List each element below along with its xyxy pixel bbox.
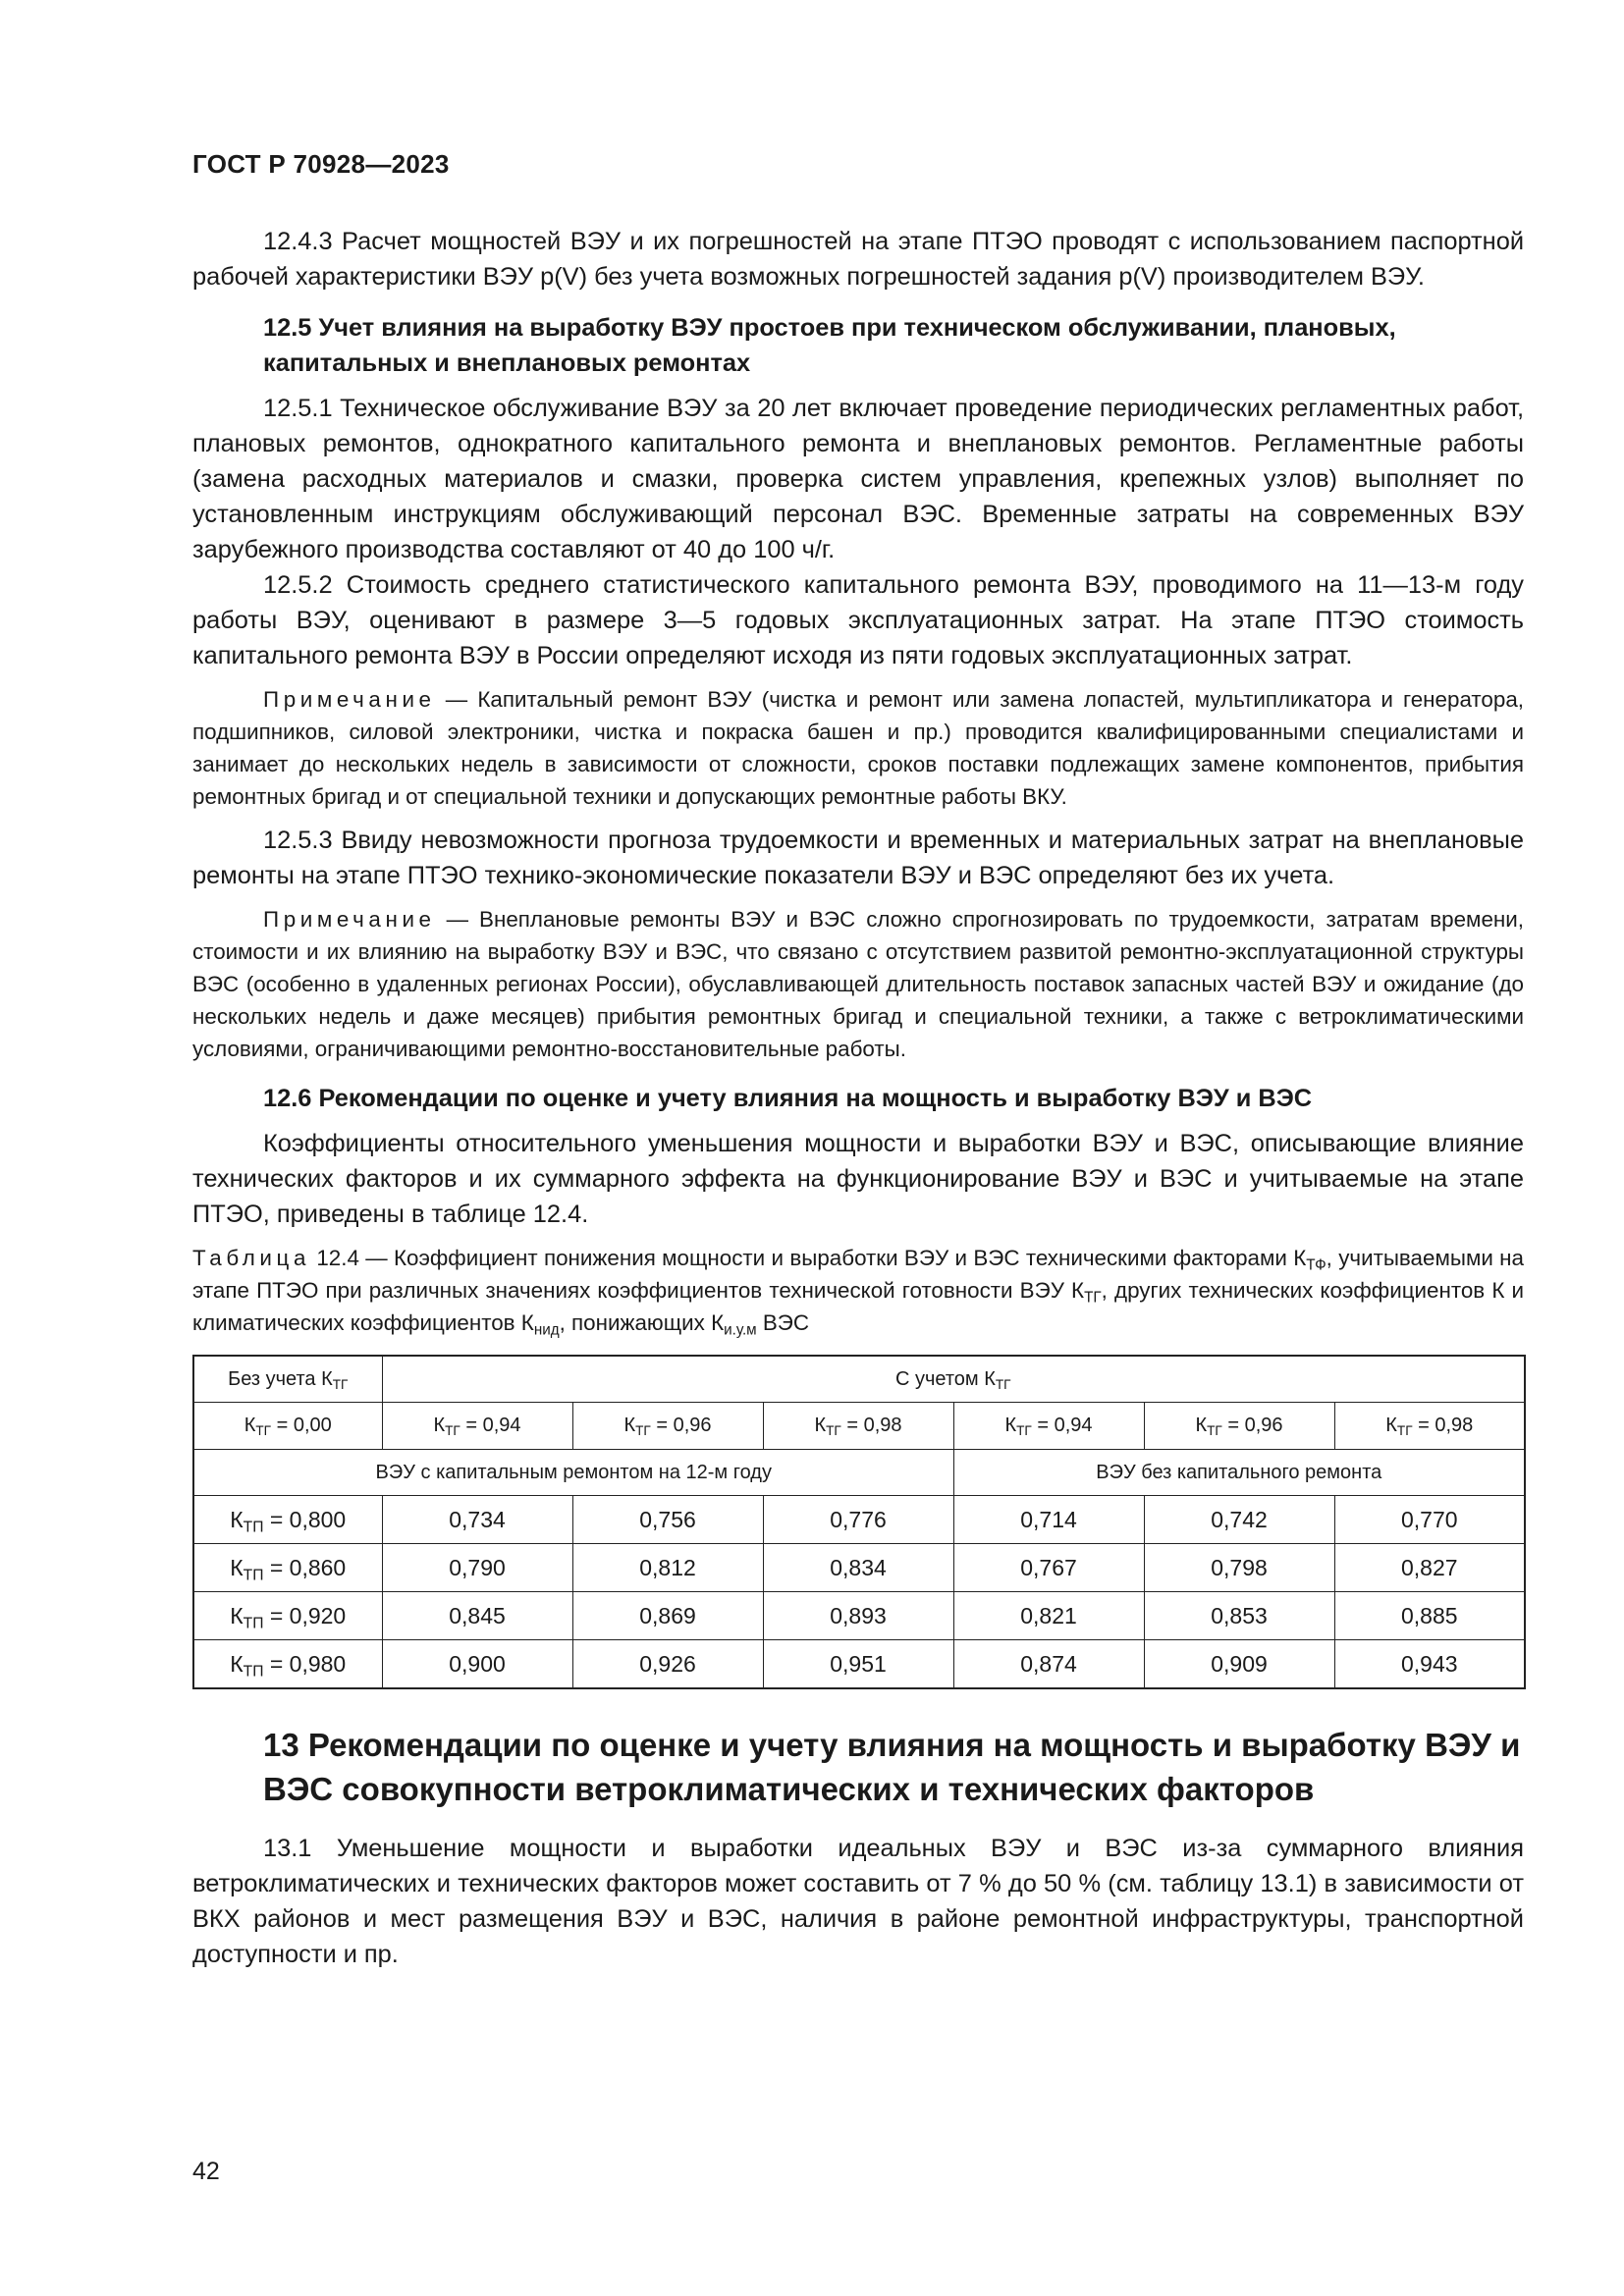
value-cell: 0,909 <box>1144 1640 1334 1689</box>
note-2 <box>192 903 1524 1065</box>
note-label: Примечание <box>263 687 436 712</box>
value-cell: 0,790 <box>382 1544 572 1592</box>
group-cell-without-repair: ВЭУ без капитального ремонта <box>953 1450 1525 1496</box>
coefficients-table <box>192 1355 1526 1689</box>
ktp-cell: $К_{ТП} = 0,980$ <box>193 1640 382 1689</box>
ktp-cell: $К_{ТП} = 0,920$ <box>193 1592 382 1640</box>
value-cell: 0,951 <box>763 1640 953 1689</box>
value-cell: 0,893 <box>763 1592 953 1640</box>
section-heading-12-5: 12.5 Учет влияния на выработку ВЭУ простоев при техническом обслуживании, плановых, капитальных и внеплановых ремонтах <box>263 314 1396 377</box>
value-cell: 0,767 <box>953 1544 1144 1592</box>
value-cell: 0,943 <box>1334 1640 1525 1689</box>
table-caption-text: , других технических коэффициентов К и климатических коэффициентов К <box>192 1278 1525 1335</box>
value-cell: 0,776 <box>763 1496 953 1544</box>
table-caption <box>192 1242 1524 1339</box>
header-cell-with-tg: С учетом $К_{ТГ}$ <box>382 1356 1525 1403</box>
table-row <box>193 1496 1525 1544</box>
kt-cell: $К_{ТГ} = 0,94$ <box>382 1403 572 1450</box>
chapter-heading-13: 13 Рекомендации по оценке и учету влияния на мощность и выработку ВЭУ и ВЭС совокупности ветроклиматических и технических факторов <box>263 1727 1521 1807</box>
kt-cell: $К_{ТГ} = 0,94$ <box>953 1403 1144 1450</box>
table-kt-row <box>193 1403 1525 1450</box>
value-cell: 0,874 <box>953 1640 1144 1689</box>
table-row <box>193 1592 1525 1640</box>
table-row <box>193 1544 1525 1592</box>
table-caption-text: ВЭС <box>756 1310 810 1335</box>
value-cell: 0,770 <box>1334 1496 1525 1544</box>
value-cell: 0,812 <box>572 1544 763 1592</box>
paragraph-12-6: Коэффициенты относительного уменьшения мощности и выработки ВЭУ и ВЭС, описывающие влияние технических факторов и их суммарного эффекта на функционирование ВЭУ и ВЭС и учитываемые на этапе ПТЭО, приведены в таблице 12.4. <box>192 1130 1524 1228</box>
subscript: нид <box>533 1321 560 1339</box>
subscript: ТГ <box>1084 1289 1102 1307</box>
kt-cell: $К_{ТГ} = 0,96$ <box>1144 1403 1334 1450</box>
value-cell: 0,821 <box>953 1592 1144 1640</box>
document-header: ГОСТ Р 70928—2023 <box>192 149 450 179</box>
value-cell: 0,869 <box>572 1592 763 1640</box>
table-header-row <box>193 1356 1525 1403</box>
value-cell: 0,756 <box>572 1496 763 1544</box>
kt-cell: $К_{ТГ} = 0,98$ <box>1334 1403 1525 1450</box>
table-caption-text: 12.4 — Коэффициент понижения мощности и выработки ВЭУ и ВЭС техническими факторами К <box>310 1246 1307 1270</box>
value-cell: 0,845 <box>382 1592 572 1640</box>
table-caption-text: , учитываемыми на этапе ПТЭО при различных значениях коэффициентов технической готовности ВЭУ К <box>192 1246 1524 1303</box>
paragraph-13-1: 13.1 Уменьшение мощности и выработки идеальных ВЭУ и ВЭС из-за суммарного влияния ветроклиматических и технических факторов может составить от 7 % до 50 % (см. таблицу 13.1) в зависимости от ВКХ районов и мест размещения ВЭУ и ВЭС, наличия в районе ремонтной инфраструктуры, транспортной доступности и пр. <box>192 1835 1524 1968</box>
value-cell: 0,885 <box>1334 1592 1525 1640</box>
value-cell: 0,900 <box>382 1640 572 1689</box>
section-heading-12-6: 12.6 Рекомендации по оценке и учету влияния на мощность и выработку ВЭУ и ВЭС <box>263 1085 1313 1112</box>
paragraph-12-5-3: 12.5.3 Ввиду невозможности прогноза трудоемкости и временных и материальных затрат на внеплановые ремонты на этапе ПТЭО технико-экономические показатели ВЭУ и ВЭС определяют без их учета. <box>192 827 1524 889</box>
value-cell: 0,827 <box>1334 1544 1525 1592</box>
subscript: ТФ <box>1306 1256 1326 1274</box>
paragraph-12-5-2: 12.5.2 Стоимость среднего статистического капитального ремонта ВЭУ, проводимого на 11—13-м году работы ВЭУ, оценивают в размере 3—5 годовых эксплуатационных затрат. На этапе ПТЭО стоимость капитального ремонта ВЭУ в России определяют исходя из пяти годовых эксплуатационных затрат. <box>192 571 1524 669</box>
page-number: 42 <box>192 2158 220 2185</box>
kt-cell: $К_{ТГ} = 0,96$ <box>572 1403 763 1450</box>
note-text: — Внеплановые ремонты ВЭУ и ВЭС сложно спрогнозировать по трудоемкости, затратам времени, стоимости и их влиянию на выработку ВЭУ и ВЭС, что связано с отсутствием развитой ремонтно-эксплуатационной структуры ВЭС (особенно в удаленных регионах России), обуславливающей длительность поставок запасных частей ВЭУ и ожидание (до нескольких недель и даже месяцев) прибытия ремонтных бригад и специальной техники, а также с ветроклиматическими условиями, ограничивающими ремонтно-восстановительные работы. <box>192 907 1524 1061</box>
paragraph-12-5-1: 12.5.1 Техническое обслуживание ВЭУ за 20 лет включает проведение периодических регламентных работ, плановых ремонтов, однократного капитального ремонта и внеплановых ремонтов. Регламентные работы (замена расходных материалов и смазки, проверка систем управления, крепежных узлов) выполняет по установленным инструкциям обслуживающий персонал ВЭС. Временные затраты на современных ВЭУ зарубежного производства составляют от 40 до 100 ч/г. <box>192 395 1524 563</box>
value-cell: 0,834 <box>763 1544 953 1592</box>
value-cell: 0,714 <box>953 1496 1144 1544</box>
group-cell-with-repair: ВЭУ с капитальным ремонтом на 12-м году <box>193 1450 953 1496</box>
ktp-cell: $К_{ТП} = 0,860$ <box>193 1544 382 1592</box>
header-cell-no-tg: Без учета $К_{ТГ}$ <box>193 1356 382 1403</box>
note-text: — Капитальный ремонт ВЭУ (чистка и ремонт или замена лопастей, мультипликатора и генератора, подшипников, силовой электроники, чистка и покраска башен и пр.) проводится квалифицированными специалистами и занимает до нескольких недель в зависимости от сложности, сроков поставки подлежащих замене компонентов, прибытия ремонтных бригад и от специальной техники и допускающих ремонтные работы ВКУ. <box>192 687 1524 809</box>
note-1 <box>192 683 1524 813</box>
kt-cell: $К_{ТГ} = 0,00$ <box>193 1403 382 1450</box>
subscript: и.у.м <box>724 1321 757 1339</box>
kt-cell: $К_{ТГ} = 0,98$ <box>763 1403 953 1450</box>
table-row <box>193 1640 1525 1689</box>
paragraph-12-4-3: 12.4.3 Расчет мощностей ВЭУ и их погрешностей на этапе ПТЭО проводят с использованием паспортной рабочей характеристики ВЭУ p(V) без учета возможных погрешностей задания p(V) производителем ВЭУ. <box>192 228 1524 291</box>
value-cell: 0,798 <box>1144 1544 1334 1592</box>
note-label: Примечание <box>263 907 436 932</box>
page-content <box>192 224 1524 1972</box>
table-caption-label: Таблица <box>192 1246 310 1270</box>
table-group-row <box>193 1450 1525 1496</box>
value-cell: 0,734 <box>382 1496 572 1544</box>
value-cell: 0,742 <box>1144 1496 1334 1544</box>
value-cell: 0,853 <box>1144 1592 1334 1640</box>
ktp-cell: $К_{ТП} = 0,800$ <box>193 1496 382 1544</box>
value-cell: 0,926 <box>572 1640 763 1689</box>
table-caption-text: , понижающих К <box>559 1310 725 1335</box>
